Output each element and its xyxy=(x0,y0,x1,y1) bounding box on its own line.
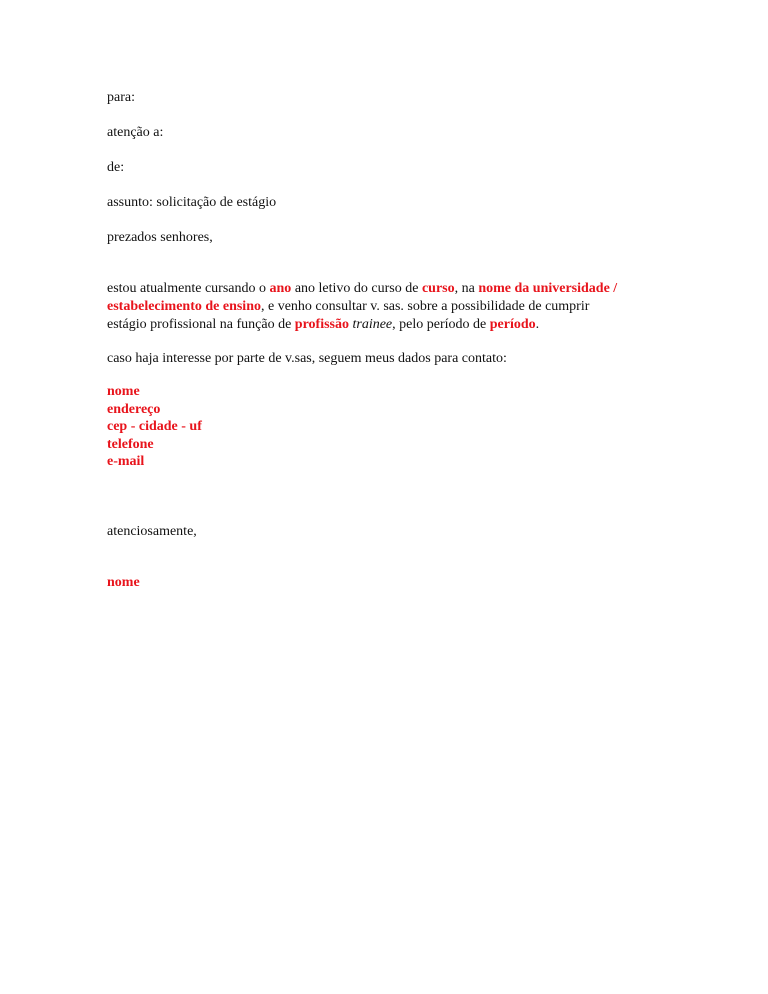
body-paragraph-2: caso haja interesse por parte de v.sas, seguem meus dados para contato: xyxy=(107,351,507,366)
body-paragraph-1-line-2 xyxy=(107,298,667,316)
field-course: curso xyxy=(421,281,455,296)
contact-zip-city-state: cep - cidade - uf xyxy=(107,419,202,434)
body-paragraph-1-line-3 xyxy=(107,316,667,334)
contact-email: e-mail xyxy=(107,454,145,469)
contact-name: nome xyxy=(107,384,140,399)
field-profession: profissão xyxy=(294,317,349,332)
field-university: nome da universidade / xyxy=(478,281,618,296)
body-text: ano letivo do curso de xyxy=(291,281,422,296)
field-university-continued: estabelecimento de ensino xyxy=(107,299,261,314)
subject-line: assunto: solicitação de estágio xyxy=(107,195,277,210)
field-period: período xyxy=(489,317,536,332)
signature-name: nome xyxy=(107,575,140,590)
contact-address: endereço xyxy=(107,401,161,417)
attention-label: atenção a: xyxy=(107,125,164,140)
body-text: , e venho consultar v. sas. sobre a possibilidade de cumprir xyxy=(260,299,590,314)
body-text: . xyxy=(535,317,540,332)
body-paragraph-1 xyxy=(107,280,667,334)
body-text: estágio profissional na função de xyxy=(107,317,295,332)
contact-block xyxy=(107,383,202,471)
body-text: , pelo período de xyxy=(392,317,490,332)
trainee-word: trainee xyxy=(352,317,393,332)
from-label: de: xyxy=(107,160,125,175)
body-text: estou atualmente cursando o xyxy=(107,281,270,296)
closing: atenciosamente, xyxy=(107,524,197,539)
to-label: para: xyxy=(107,90,135,105)
contact-phone: telefone xyxy=(107,436,154,452)
body-text: , na xyxy=(454,281,479,296)
body-paragraph-1-line-1 xyxy=(107,280,667,298)
greeting: prezados senhores, xyxy=(107,230,213,245)
field-year: ano xyxy=(269,281,292,296)
